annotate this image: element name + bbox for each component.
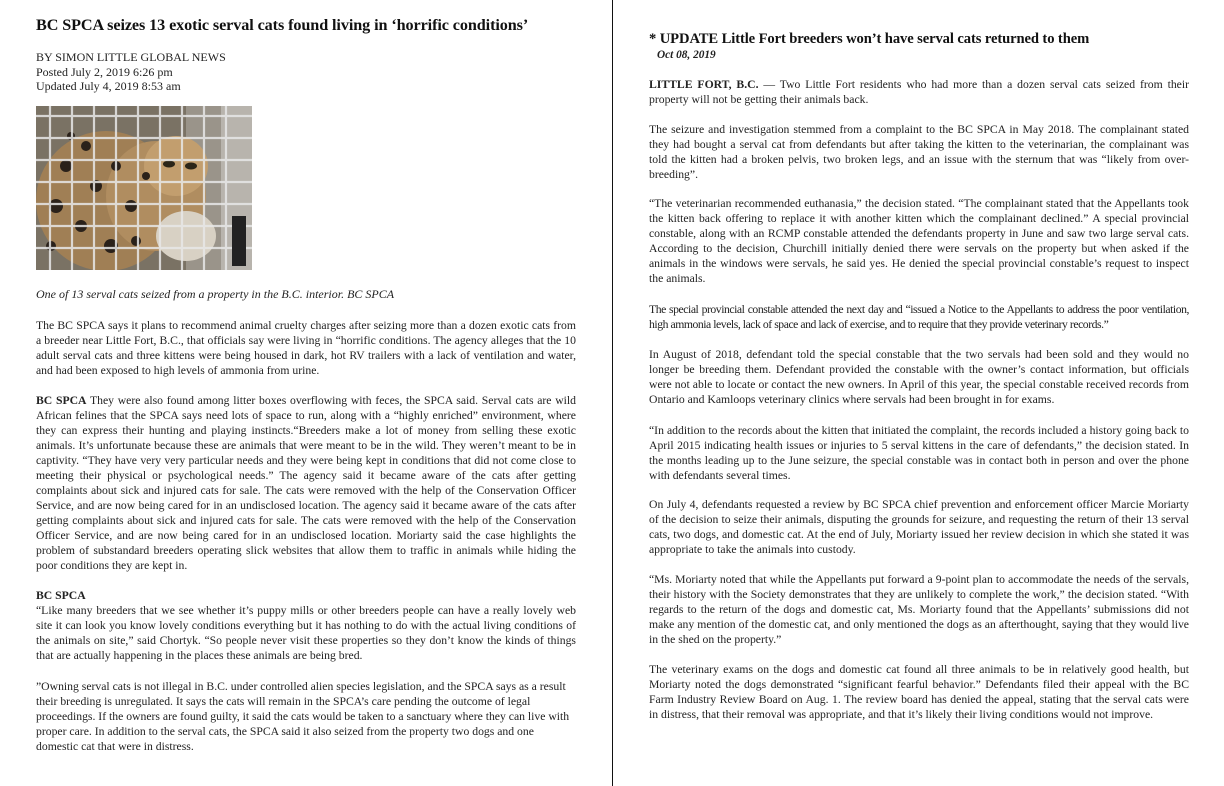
updated-date: Updated July 4, 2019 8:53 am [36,79,181,94]
right-paragraph-1-text: — Two Little Fort residents who had more than a dozen serval cats seized from their property will not be getting their animals back. [649,78,1189,106]
right-paragraph-2: The seizure and investigation stemmed from a complaint to the BC SPCA in May 2018. The complainant stated they had bought a serval cat from defendants but after taking the kitten to the veterinarian, the complainant was told the kitten had a broken pelvis, two broken legs, and an issue with the sternum that was “likely from over-breeding”. [649,123,1189,181]
serval-cat-photo [36,106,252,270]
dateline: LITTLE FORT, B.C. [649,78,759,91]
right-paragraph-4: The special provincial constable attended the next day and “issued a Notice to the Appellants to address the poor ventilation, high ammonia levels, lack of space and lack of exercise, and to require that they provide veterinary records.” [649,303,1189,331]
photo-caption: One of 13 serval cats seized from a property in the B.C. interior. BC SPCA [36,287,395,301]
right-date: Oct 08, 2019 [657,49,716,61]
byline: BY SIMON LITTLE GLOBAL NEWS [36,50,226,64]
right-paragraph-1 [649,77,1189,107]
column-divider [612,0,613,786]
left-paragraph-3-text: “Like many breeders that we see whether it’s puppy mills or other breeders people can have a really lovely web site it can look you know lovely conditions everything but it has nothing to do with the actual living conditions of the animals on site,” said Chortyk. “So people never visit these properties so they don’t know the kinds of things that are actually happening in the places these animals are being bred. [36,604,576,662]
left-paragraph-2 [36,393,576,573]
left-paragraph-2-kicker: BC SPCA [36,394,87,407]
left-paragraph-3 [36,588,576,663]
left-paragraph-1: The BC SPCA says it plans to recommend animal cruelty charges after seizing more than a dozen exotic cats from a breeder near Little Fort, B.C., that officials say were living in “horrific conditions. The agency alleges that the 10 adult serval cats and three kittens were being housed in dark, hot RV trailers with a lack of ventilation and water, and had been exposed to high levels of ammonia from urine. [36,319,576,377]
left-paragraph-3-kicker: BC SPCA [36,589,86,602]
right-headline: * UPDATE Little Fort breeders won’t have serval cats returned to them [649,31,1090,47]
left-paragraph-2-text: They were also found among litter boxes overflowing with feces, the SPCA said. Serval cats are wild African felines that the SPCA says need lots of space to run, along with a “highly enriched” environment, where they can express their hunting and playing instincts.“Breeders make a lot of money from selling these exotic animals. It’s unfortunate because these are animals that were meant to be in the wild. They weren’t meant to be in captivity. “They have very very particular needs and they were being kept in conditions that did not come close to meeting their physical or psychological needs.” The agency said it became aware of the cats after getting complaints about sick and injured cats for sale. The cats were removed with the help of the Conservation Officer Service, and are now being cared for in an undisclosed location. The agency said it became aware of the cats after getting complaints about sick and injured cats for sale. The cats were removed with the help of the Conservation Officer Service, and are now being cared for in an undisclosed location. Moriarty said the case highlights the problem of substandard breeders operating slick websites that allow them to traffic in animals while hiding the poor conditions they are kept in. [36,394,576,572]
right-paragraph-6: “In addition to the records about the kitten that initiated the complaint, the records included a history going back to April 2015 indicating health issues or injuries to 5 serval kittens in the care of defendants,” the decision stated. In the months leading up to the June seizure, the special constable was in contact both in person and over the phone with defendants several times. [649,424,1189,482]
left-headline: BC SPCA seizes 13 exotic serval cats found living in ‘horrific conditions’ [36,16,529,34]
right-paragraph-5: In August of 2018, defendant told the special constable that the two servals had been sold and they would no longer be breeding them. Defendant provided the constable with the owner’s contact information, but officials were not able to locate or contact the new owners. In April of this year, the special constable received records from Ontario and Kamloops veterinary clinics where servals had been brought in for exams. [649,348,1189,406]
right-paragraph-8: “Ms. Moriarty noted that while the Appellants put forward a 9-point plan to accommodate the needs of the servals, their history with the Society demonstrates that they are unlikely to complete the work,” the decision stated. “With regards to the return of the dogs and domestic cat, Ms. Moriarty found that the Appellants’ submissions did not make any mention of the domestic cat, and only mentioned the dogs as an afterthought, saying that they would live in the shed on the property.” [649,573,1189,646]
posted-date: Posted July 2, 2019 6:26 pm [36,64,173,79]
article-meta [36,50,226,94]
left-paragraph-4: ”Owning serval cats is not illegal in B.C. under controlled alien species legislation, and the SPCA says as a result their breeding is unregulated. It says the cats will remain in the SPCA’s care pending the outcome of legal proceedings. If the owners are found guilty, it said the cats would be taken to a sanctuary where they can live with proper care. In addition to the serval cats, the SPCA said it also seized from the property two dogs and one domestic cat that were in distress. [36,680,570,753]
right-paragraph-3: “The veterinarian recommended euthanasia,” the decision stated. “The complainant stated that the Appellants took the kitten back offering to replace it with another kitten which the complainant declined.” A special provincial constable, along with an RCMP constable attended the defendants property in June and saw two large serval cats. According to the decision, Churchill initially denied there were servals on the property but when asked if the animals in the windows were servals, he said yes. He denied the special provincial constable’s request to inspect the animals. [649,197,1189,285]
right-paragraph-7: On July 4, defendants requested a review by BC SPCA chief prevention and enforcement officer Marcie Moriarty of the decision to seize their animals, disputing the grounds for seizure, and requesting the return of their 13 serval cats, two dogs, and domestic cat. At the end of July, Moriarty issued her review decision in which she stated it was appropriate to take the animals into custody. [649,498,1189,556]
right-paragraph-9: The veterinary exams on the dogs and domestic cat found all three animals to be in relatively good health, but Moriarty noted the dogs demonstrated “significant fearful behavior.” Defendants filed their appeal with the BC Farm Industry Review Board on Aug. 1. The review board has denied the appeal, stating that the serval cats were in distress, that their removal was appropriate, and that it’s likely their living conditions would not improve. [649,663,1189,721]
serval-in-cage-image [36,106,252,270]
